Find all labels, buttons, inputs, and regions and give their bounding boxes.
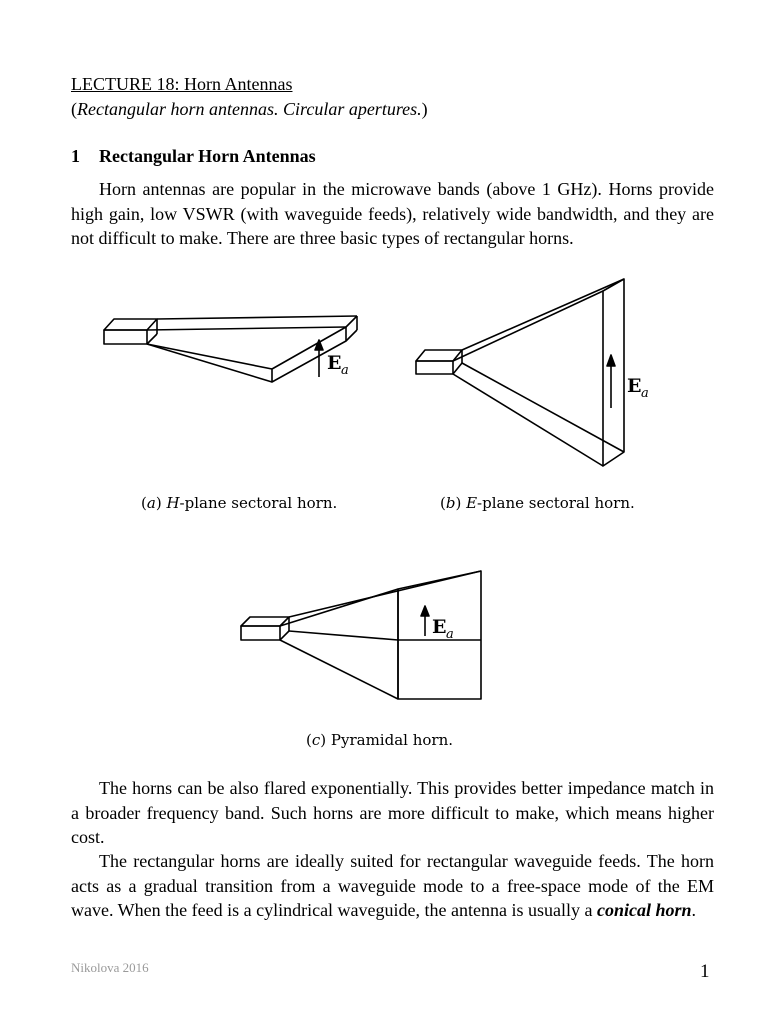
paragraph-exponential-text: The horns can be also flared exponentially. This provides better impedance match in a broader frequency band. Such horns are more difficult to make, which means higher cost. — [71, 778, 714, 847]
caption-c-open: ( — [306, 731, 312, 749]
paragraph-feeds-text — [71, 849, 714, 923]
field-sub-c: a — [446, 627, 454, 642]
caption-a-text: -plane sectoral horn. — [179, 494, 338, 512]
field-label-c: E — [432, 616, 447, 638]
lecture-title: LECTURE 18: Horn Antennas — [71, 74, 293, 94]
caption-c-letter: c — [311, 731, 321, 749]
conical-horn-term: conical horn — [596, 900, 692, 920]
figure-caption-b — [440, 494, 635, 512]
caption-b-open: ( — [440, 494, 446, 512]
caption-b-italic: E — [466, 494, 478, 512]
paragraph-feeds-end: . — [691, 900, 697, 920]
caption-a-open: ( — [141, 494, 147, 512]
subtitle-open-paren: ( — [71, 99, 77, 119]
page-number: 1 — [700, 961, 710, 982]
paragraph-feeds-start: The rectangular horns are ideally suited for rectangular waveguide feeds. The horn acts as a gradual transition from a waveguide mode to a free-space mode of the EM wave. When the feed is a cylindrical waveguide, the antenna is usually a — [71, 851, 714, 920]
paragraph-intro-text: Horn antennas are popular in the microwave bands (above 1 GHz). Horns provide high gain, low VSWR (with waveguide feeds), relatively wide bandwidth, and they are not difficult to make. There are three basic types of rectangular horns. — [71, 179, 714, 248]
section-title: Rectangular Horn Antennas — [99, 146, 316, 166]
caption-a-italic: H — [166, 494, 180, 512]
paragraph-exponential — [71, 776, 714, 850]
caption-b-text: -plane sectoral horn. — [477, 494, 635, 512]
field-label-b: E — [627, 375, 642, 397]
caption-a-close: ) — [155, 494, 167, 512]
figure-caption-a — [141, 494, 337, 512]
caption-b-close: ) — [455, 494, 467, 512]
subtitle-text: Rectangular horn antennas. Circular apertures. — [77, 99, 422, 119]
h-plane-horn-drawing — [104, 316, 357, 382]
subtitle-close-paren: ) — [421, 99, 428, 119]
e-plane-horn-drawing — [416, 279, 624, 466]
caption-c-text: Pyramidal horn. — [330, 731, 453, 749]
section-number: 1 — [71, 146, 80, 166]
field-label-a: E — [327, 352, 342, 374]
caption-a-letter: a — [146, 494, 156, 512]
caption-b-letter: b — [445, 494, 456, 512]
field-sub-a: a — [341, 363, 349, 378]
caption-c-close: ) — [320, 731, 331, 749]
footer-author: Nikolova 2016 — [71, 960, 149, 975]
field-sub-b: a — [641, 386, 649, 401]
paragraph-feeds — [71, 849, 714, 923]
figure-caption-c — [306, 731, 453, 749]
